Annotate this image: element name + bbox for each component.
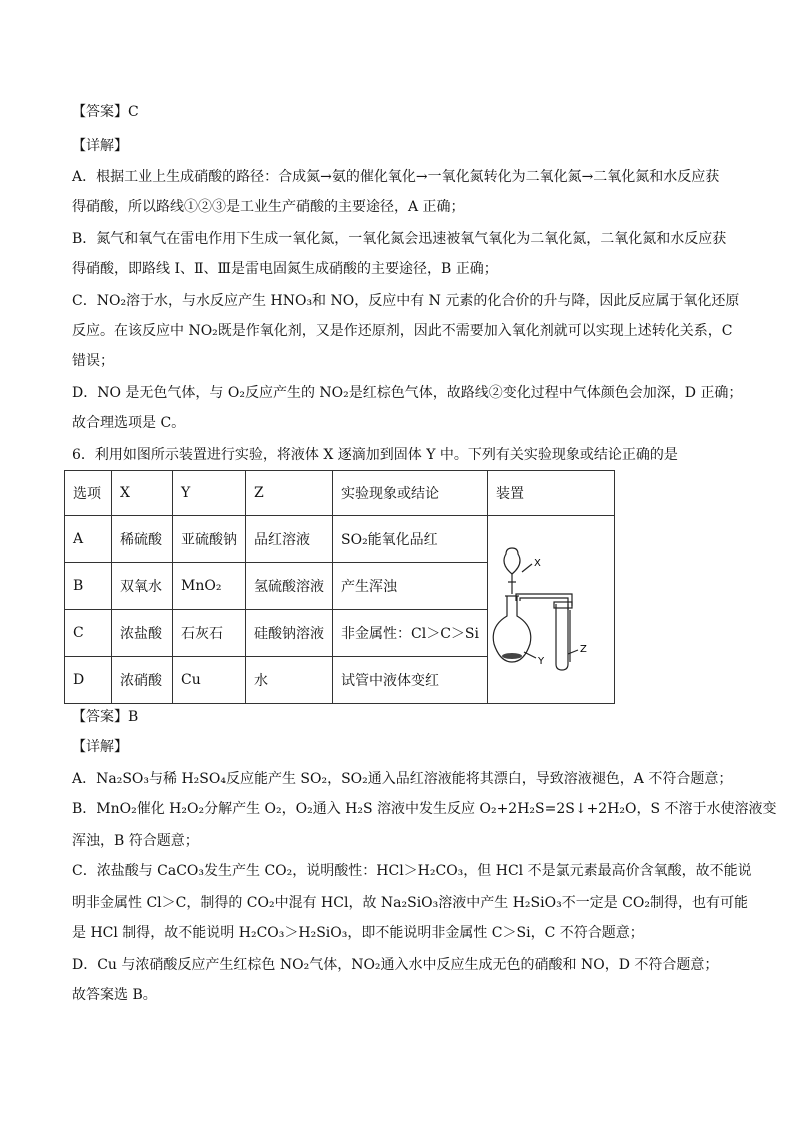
header-cell: Z (246, 471, 333, 516)
header-cell: 实验现象或结论 (333, 471, 488, 516)
table-cell: 水 (246, 657, 333, 704)
table-cell: 产生浑浊 (333, 563, 488, 610)
label-y: Y (538, 656, 545, 667)
detail-label-1: 【详解】 (72, 138, 128, 154)
explanation-line: A．Na₂SO₃与稀 H₂SO₄反应能产生 SO₂，SO₂通入品红溶液能将其漂白，导致溶液褪色，A 不符合题意； (72, 771, 733, 787)
explanation-line: 反应。在该反应中 NO₂既是作氧化剂，又是作还原剂，因此不需要加入氧化剂就可以实现上述转化关系，C (72, 323, 733, 339)
table-cell: MnO₂ (173, 563, 246, 610)
table-cell: 非金属性：Cl＞C＞Si (333, 610, 488, 657)
explanation-line: 故答案选 B。 (72, 987, 157, 1003)
header-cell: Y (173, 471, 246, 516)
explanation-line: 得硝酸，所以路线①②③是工业生产硝酸的主要途径，A 正确； (72, 199, 465, 215)
table-cell: 试管中液体变红 (333, 657, 488, 704)
explanation-line: 浑浊，B 符合题意； (72, 833, 199, 849)
detail-label-2: 【详解】 (72, 739, 128, 755)
label-z: Z (580, 644, 587, 655)
table-cell: 双氧水 (112, 563, 173, 610)
explanation-line: A．根据工业上生成硝酸的路径：合成氮→氨的催化氧化→一氧化氮转化为二氧化氮→二氧化氮和水反应获 (72, 169, 720, 185)
explanation-line: C．浓盐酸与 CaCO₃发生产生 CO₂，说明酸性：HCl＞H₂CO₃，但 HCl 不是氯元素最高价含氧酸，故不能说 (72, 863, 752, 879)
explanation-line: C．NO₂溶于水，与水反应产生 HNO₃和 NO，反应中有 N 元素的化合价的升与降，因此反应属于氧化还原 (72, 293, 740, 309)
question-text: 6．利用如图所示装置进行实验，将液体 X 逐滴加到固体 Y 中。下列有关实验现象或结论正确的是 (72, 447, 678, 463)
explanation-line: D．Cu 与浓硝酸反应产生红棕色 NO₂气体，NO₂通入水中反应生成无色的硝酸和 NO，D 不符合题意； (72, 957, 719, 973)
answer-label-2: 【答案】B (72, 709, 139, 725)
table-cell: A (65, 516, 112, 563)
funnel-shape (504, 548, 520, 574)
explanation-line: B．MnO₂催化 H₂O₂分解产生 O₂，O₂通入 H₂S 溶液中发生反应 O₂+2H₂S=2S↓+2H₂O，S 不溶于水使溶液变 (72, 801, 777, 817)
explanation-line: B．氮气和氧气在雷电作用下生成一氧化氮，一氧化氮会迅速被氧气氧化为二氧化氮，二氧化氮和水反应获 (72, 231, 727, 247)
label-x: X (534, 558, 541, 569)
explanation-line: D．NO 是无色气体，与 O₂反应产生的 NO₂是红棕色气体，故路线②变化过程中气体颜色会加深，D 正确； (72, 385, 743, 401)
header-cell: X (112, 471, 173, 516)
table-cell: 亚硫酸钠 (173, 516, 246, 563)
explanation-line: 错误； (72, 353, 114, 369)
table-cell: C (65, 610, 112, 657)
table-cell: 氢硫酸溶液 (246, 563, 333, 610)
header-cell: 选项 (65, 471, 112, 516)
table-cell: 品红溶液 (246, 516, 333, 563)
explanation-line: 明非金属性 Cl＞C，制得的 CO₂中混有 HCl，故 Na₂SiO₃溶液中产生 H₂SiO₃不一定是 CO₂制得，也有可能 (72, 895, 748, 911)
table-cell: Cu (173, 657, 246, 704)
table-cell: D (65, 657, 112, 704)
table-cell: 浓硝酸 (112, 657, 173, 704)
table-cell: 硅酸钠溶液 (246, 610, 333, 657)
header-cell: 装置 (487, 471, 614, 516)
table-cell: SO₂能氧化品红 (333, 516, 488, 563)
table-header-row (65, 471, 615, 516)
answer-label-1: 【答案】C (72, 104, 139, 120)
table-cell: B (65, 563, 112, 610)
table-cell: 石灰石 (173, 610, 246, 657)
apparatus-diagram (484, 544, 594, 674)
table-cell: 稀硫酸 (112, 516, 173, 563)
explanation-line: 得硝酸，即路线 Ⅰ、Ⅱ、Ⅲ是雷电固氮生成硝酸的主要途径，B 正确； (72, 261, 498, 277)
table-cell: 浓盐酸 (112, 610, 173, 657)
explanation-line: 故合理选项是 C。 (72, 415, 186, 431)
explanation-line: 是 HCl 制得，故不能说明 H₂CO₃＞H₂SiO₃，即不能说明非金属性 C＞Si，C 不符合题意； (72, 925, 644, 941)
